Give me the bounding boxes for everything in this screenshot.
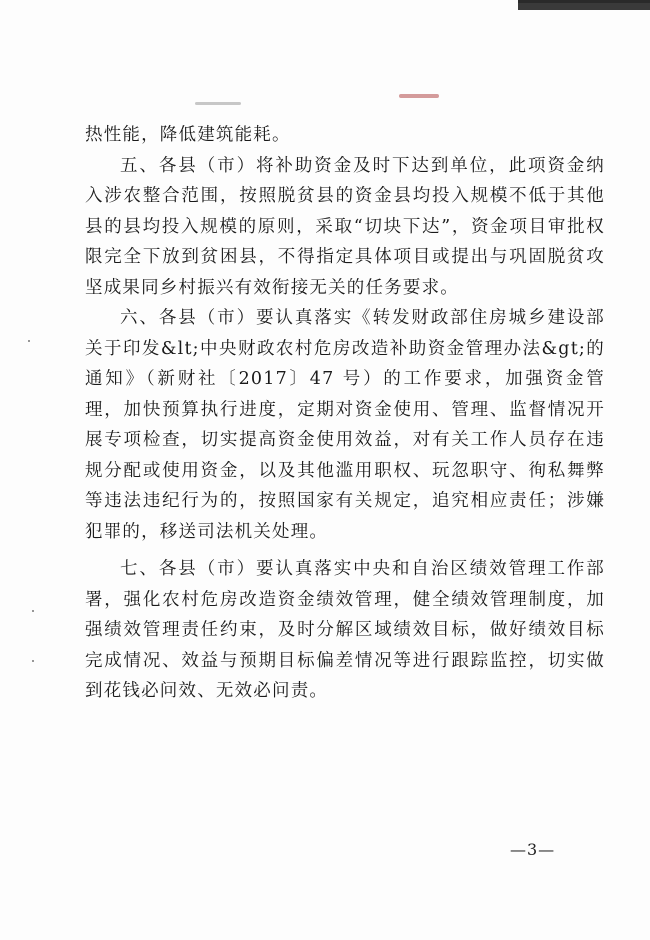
scan-mark xyxy=(399,94,439,98)
scan-dot xyxy=(28,340,30,342)
scan-dot xyxy=(32,660,34,662)
paragraph-item-6: 六、各县（市）要认真落实《转发财政部住房城乡建设部关于印发&lt;中央财政农村危房改造补助资金管理办法&gt;的通知》（新财社〔2017〕47 号）的工作要求，加强资金管理，加快预算执行进度，定期对资金使用、管理、监督情况开展专项检查，切实提高资金使用效益，对有关工作人员存在违规分配或使用资金，以及其他滥用职权、玩忽职守、徇私舞弊等违法违纪行为的，按照国家有关规定，追究相应责任；涉嫌犯罪的，移送司法机关处理。 xyxy=(85,308,605,542)
page-number: —3— xyxy=(510,840,556,859)
paragraph-item-7: 七、各县（市）要认真落实中央和自治区绩效管理工作部署，强化农村危房改造资金绩效管理，健全绩效管理制度，加强绩效管理责任约束，及时分解区域绩效目标，做好绩效目标完成情况、效益与预期目标偏差情况等进行跟踪监控，切实做到花钱必问效、无效必问责。 xyxy=(85,559,605,701)
paragraph-continuation: 热性能，降低建筑能耗。 xyxy=(85,125,291,145)
scan-dot xyxy=(32,610,34,612)
scan-edge-artifact xyxy=(518,0,650,14)
scan-mark xyxy=(195,102,241,105)
paragraph-item-5: 五、各县（市）将补助资金及时下达到单位，此项资金纳入涉农整合范围，按照脱贫县的资金县均投入规模不低于其他县的县均投入规模的原则，采取“切块下达”，资金项目审批权限完全下放到贫困县，不得指定具体项目或提出与巩固脱贫攻坚成果同乡村振兴有效衔接无关的任务要求。 xyxy=(85,155,605,298)
document-body xyxy=(85,120,605,707)
